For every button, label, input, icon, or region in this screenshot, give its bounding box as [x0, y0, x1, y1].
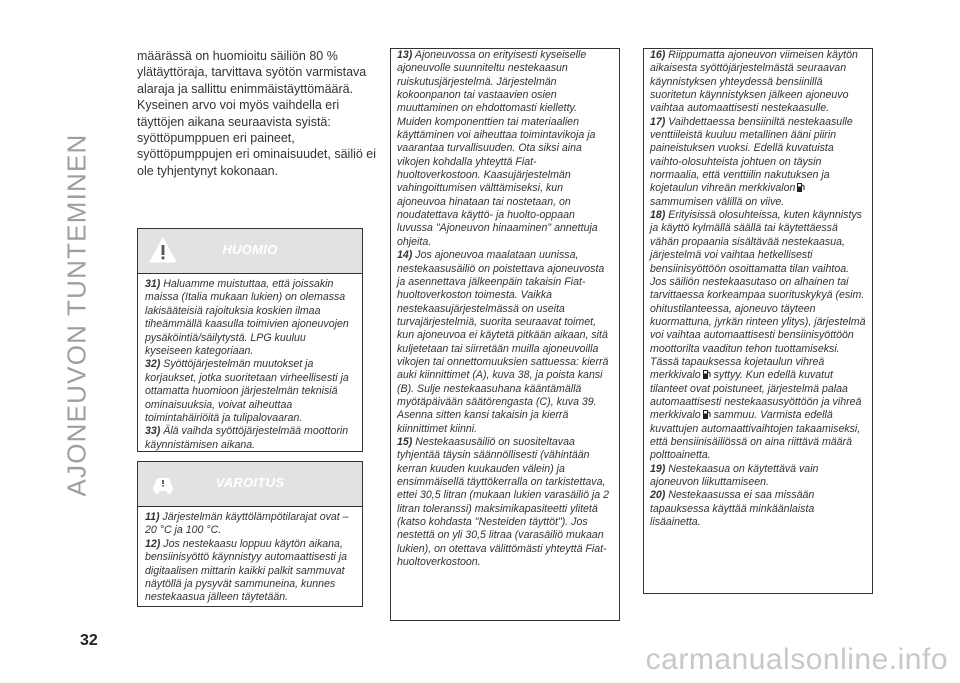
note-number: 17) — [650, 115, 666, 128]
huomio-body — [138, 274, 362, 456]
note-item — [650, 49, 866, 116]
note-text: Jos nestekaasu loppuu käytön aikana, bensiinisyöttö käynnistyy automaattisesti ja digitaalisen mittarin kaikki palkit sammuvat näytöllä ja pysyvät sammuneina, kunnes nestekaasua jälleen täytetään. — [145, 537, 347, 604]
note-number: 11) — [145, 511, 160, 523]
fuel-pump-icon — [703, 409, 711, 419]
note-number: 18) — [650, 209, 666, 222]
note-item — [650, 116, 866, 209]
note-item — [145, 511, 355, 538]
section-side-title-text: AJONEUVON TUNTEMINEN — [61, 133, 92, 497]
fuel-pump-icon — [703, 369, 711, 379]
fuel-pump-icon — [797, 182, 805, 192]
note-text: syttyy. Kun edellä kuvatut tilanteet ovat poistuneet, järjestelmä palaa automaattisesti nestekaasusyöttöön ja vihreä merkkivalo — [650, 369, 862, 422]
note-item — [650, 209, 866, 463]
note-number: 33) — [145, 425, 161, 438]
varoitus-box — [137, 461, 363, 607]
note-text: Älä vaihda syöttöjärjestelmää moottorin käynnistämisen aikana. — [145, 425, 349, 451]
note-number: 32) — [145, 358, 161, 371]
note-text: Järjestelmän käyttölämpötilarajat ovat –20 °C ja 100 °C. — [145, 511, 349, 537]
huomio-title: HUOMIO — [222, 242, 278, 257]
note-text: Haluamme muistuttaa, että joissakin maissa (Italia mukaan lukien) on olemassa lakisääteisiä rajoituksia koskien ilmaa tiheämmällä kaasulla toimivien ajoneuvojen pysäköintiä/säilytystä. LPG kuuluu kyseiseen kategoriaan. — [145, 278, 349, 358]
huomio-box — [137, 228, 363, 452]
notes-column-2 — [390, 48, 620, 621]
note-number: 12) — [145, 537, 161, 550]
note-text: Syöttöjärjestelmän muutokset ja korjaukset, jotka suoritetaan virheellisesti ja ottamatta huomioon järjestelmän teknisiä ominaisuuksia, voivat aiheuttaa toimintahäiriöitä ja tulipalovaaran. — [145, 358, 349, 425]
note-text: Riippumatta ajoneuvon viimeisen käytön aikaisesta syöttöjärjestelmästä seuraavan käynnistyksen yhteydessä bensiinillä suoritetun käynnistyksen jälkeen ajoneuvo vaihtaa automaattisesti nestekaasulle. — [650, 49, 858, 115]
note-item — [397, 49, 613, 249]
note-number: 19) — [650, 462, 666, 475]
note-item — [650, 463, 866, 490]
note-text: Nestekaasussa ei saa missään tapauksessa käyttää minkäänlaista lisäainetta. — [650, 489, 815, 529]
note-item — [145, 538, 355, 605]
note-text: Jos ajoneuvoa maalataan uunissa, nestekaasusäiliö on poistettava ajoneuvosta ja asennettava jälkeenpäin takaisin Fiat-huoltoverkoston toimesta. Vaikka nestekaasujärjestelmässä on useita turvajärjestelmiä, suorita seuraavat toimet, kun ajoneuvoa ei käytetä pitkään aikaan, sitä kuljetetaan tai siirretään muilla ajoneuvoilla vikojen tai onnettomuuksien sattuessa: kierrä auki kiinnittimet (A), kuva 38, ja poista kansi (B). Sulje nestekaasuhana kääntämällä myötäpäivään säätörengasta (C), kuva 39. Asenna sitten kansi takaisin ja kierrä kiinnittimet kiinni. — [397, 249, 609, 435]
note-number: 16) — [650, 49, 666, 61]
note-text: Erityisissä olosuhteissa, kuten käynnistys ja käyttö kylmällä säällä tai käytettäessä vähän propaania sisältävää nestekaasua, järjestelmä voi vaihtaa hetkellisesti bensiinisyöttöön osoittamatta tilan vaihtoa. Jos säiliön nestekaasutaso on alhainen tai tarvittaessa korkeampaa suorituskykyä (esim. ohitustilanteessa, ajoneuvo täyteen kuormattuna, jyrkän rinteen ylitys), järjestelmä voi vaihtaa automaattisesti bensiinisyöttöön moottorilta vaaditun tehon tuottamiseksi. Tässä tapauksessa kojetaulun vihreä merkkivalo — [650, 209, 866, 382]
note-number: 15) — [397, 435, 413, 448]
huomio-header — [138, 229, 362, 274]
intro-paragraph: määrässä on huomioitu säiliön 80 % ylätäyttöraja, tarvittava syötön varmistava alaraja ja sallittu enimmäistäyttömäärä. Kyseinen arvo voi myös vaihdella eri täyttöjen aikana seuraavista syistä: syöttöpumppuen eri paineet, syöttöpumppujen eri ominaisuudet, säiliö ei ole tyhjentynyt kokonaan. — [137, 49, 377, 178]
note-item — [145, 425, 355, 452]
note-text: sammumisen välillä on viive. — [650, 195, 785, 208]
note-number: 20) — [650, 489, 666, 502]
note-item — [650, 489, 866, 529]
watermark: carmanualsonline.info — [645, 643, 948, 676]
note-item — [397, 436, 613, 569]
varoitus-body — [138, 507, 362, 609]
note-text: sammuu. Varmista edellä kuvattujen automaattivaihtojen takaamiseksi, että bensiinisäiliössä on aina riittävä määrä polttoainetta. — [650, 409, 861, 462]
page-number: 32 — [80, 632, 98, 649]
note-item — [145, 278, 355, 358]
note-number: 13) — [397, 49, 413, 61]
note-text: Nestekaasua on käytettävä vain ajoneuvon liikuttamiseen. — [650, 462, 819, 488]
note-number: 31) — [145, 278, 161, 290]
varoitus-header — [138, 462, 362, 507]
note-text: Ajoneuvossa on erityisesti kyseiselle ajoneuvolle suunniteltu nestekaasun ruiskutusjärjestelmä. Järjestelmän kokoonpanon tai vastaavien osien muuttaminen on ehdottomasti kielletty. Muiden komponenttien tai materiaalien käyttäminen voi aiheuttaa toimintavikoja ja vaarantaa turvallisuuden. Ota siksi aina vikojen kohdalla yhteyttä Fiat-huoltoverkostoon. Kaasujärjestelmän vahingoittumisen välttämiseksi, kun ajoneuvoa hinataan tai nostetaan, on noudatettava käyttö- ja huolto-oppaan luvussa "Ajoneuvon hinaaminen" annettuja ohjeita. — [397, 49, 598, 248]
varoitus-title: VAROITUS — [215, 475, 285, 490]
note-text: Vaihdettaessa bensiiniltä nestekaasulle venttiileistä kuuluu metallinen ääni piirin paineistuksen vuoksi. Edellä kuvatuista vaihto-olosuhteista johtuen on täysin normaalia, että venttiilin nakutuksen ja kojetaulun vihreän merkkivalon — [650, 115, 853, 195]
note-item — [145, 358, 355, 425]
note-text: Nestekaasusäiliö on suositeltavaa tyhjentää täysin säännöllisesti (vähintään kerran kuuden kuukauden välein) ja ensimmäisellä täyttökerralla on tarkistettava, ettei 30,5 litran (mukaan lukien varasäiliö ja 2 litran toleranssi) maksimikapasiteetti ylitetä (katso kohdasta "Nesteiden täyttöt"). Jos nestettä on yli 30,5 litraa (varasäiliö mukaan lukien), on otettava välittömästi yhteyttä Fiat-huoltoverkostoon. — [397, 435, 609, 569]
note-item — [397, 249, 613, 436]
notes-column-3 — [643, 48, 873, 594]
note-number: 14) — [397, 249, 413, 262]
